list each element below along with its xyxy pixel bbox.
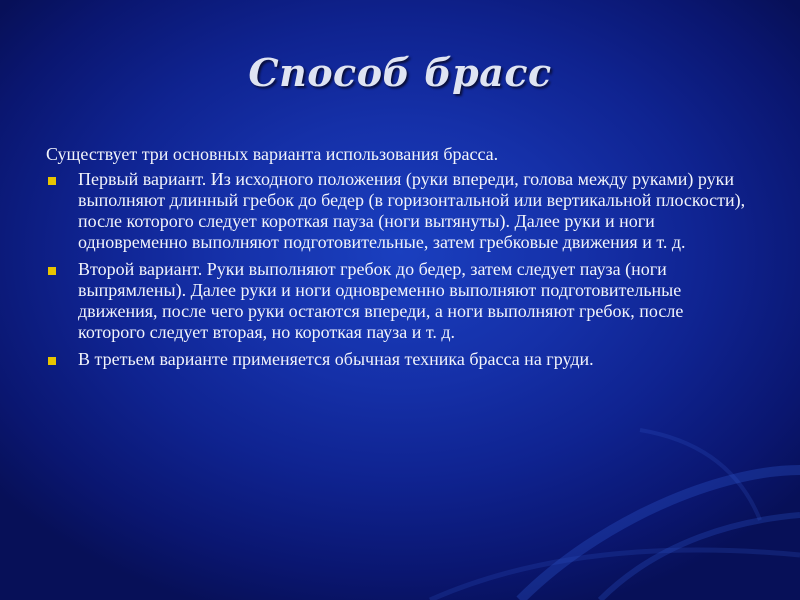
- list-item: [46, 349, 746, 370]
- square-bullet-icon: [48, 357, 56, 365]
- intro-text: Существует три основных варианта использования брасса.: [46, 144, 499, 164]
- bullet-text: Первый вариант. Из исходного положения (руки впереди, голова между руками) руки выполняют длинный гребок до бедер (в горизонтальной или вертикальной плоскости), после которого следует короткая пауза (ноги вытянуты). Далее руки и ноги одновременно выполняют подготовительные, затем гребковые движения и т. д.: [78, 169, 746, 252]
- slide-title: Способ брасс: [248, 50, 552, 95]
- square-bullet-icon: [48, 177, 56, 185]
- bullet-list: [46, 169, 746, 370]
- bullet-text: Второй вариант. Руки выполняют гребок до бедер, затем следует пауза (ноги выпрямлены). Далее руки и ноги одновременно выполняют подготовительные движения, после чего руки остаются впереди, а ноги выполняют гребок, после которого следует вторая, но короткая пауза и т. д.: [78, 259, 684, 342]
- slide-body: [46, 144, 746, 376]
- list-item: [46, 169, 746, 253]
- list-item: [46, 259, 746, 343]
- bullet-text: В третьем варианте применяется обычная техника брасса на груди.: [78, 349, 594, 369]
- square-bullet-icon: [48, 267, 56, 275]
